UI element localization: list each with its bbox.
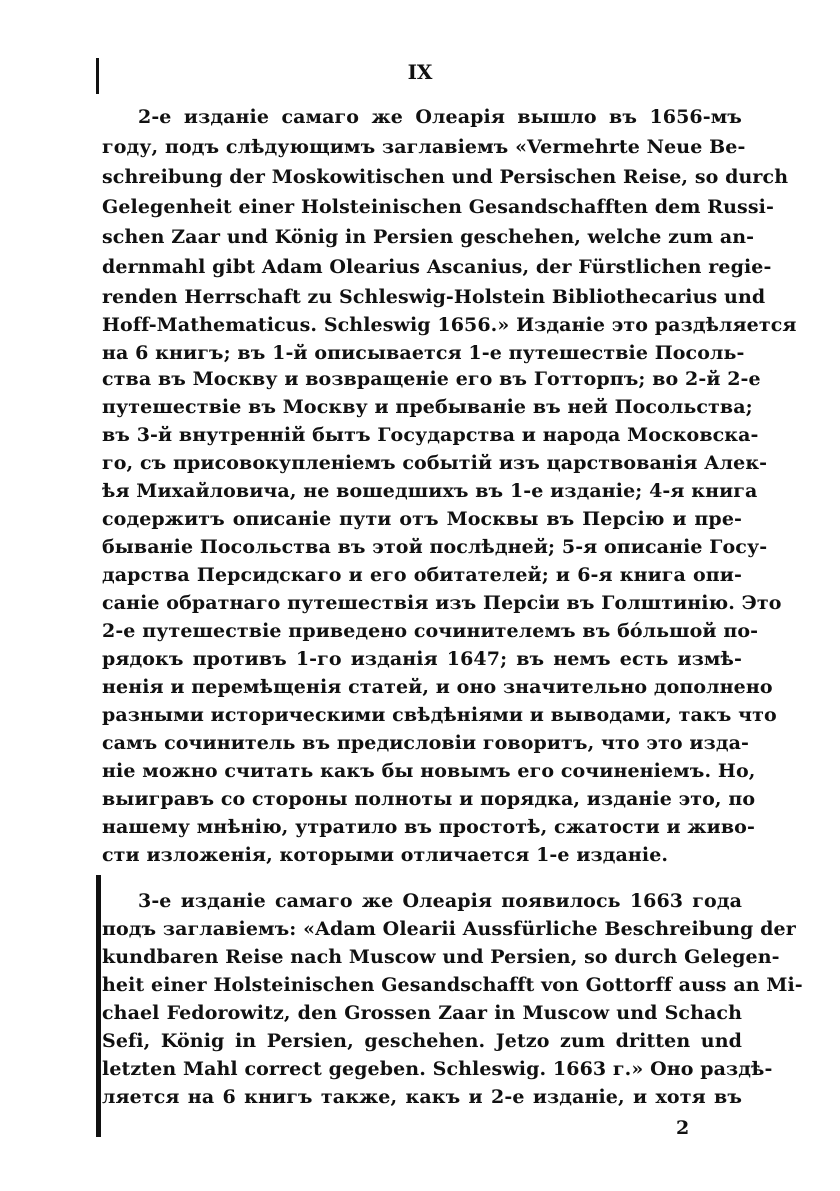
text-line: Hoff-Mathematicus. Schleswig 1656.» Изданіе это раздѣляется	[102, 314, 797, 336]
text-line: kundbaren Reise nach Muscow und Persien, so durch Gelegen-	[102, 946, 780, 968]
text-line: году, подъ слѣдующимъ заглавіемъ «Vermehrte Neue Be-	[102, 136, 746, 158]
text-line: ѣя Михайловича, не вошедшихъ въ 1-е изданіе; 4-я книга	[102, 480, 758, 502]
text-line: ства въ Москву и возвращеніе его въ Готторпъ; во 2-й 2-е	[102, 368, 761, 390]
text-line: ніе можно считать какъ бы новымъ его сочиненіемъ. Но,	[102, 760, 756, 782]
margin-bar-bottom	[96, 875, 101, 1137]
text-line: самъ сочинитель въ предисловіи говоритъ, что это изда-	[102, 732, 749, 754]
text-line: разными историческими свѣдѣніями и выводами, такъ что	[102, 704, 777, 726]
text-line: dernmahl gibt Adam Olearius Ascanius, der Fürstlichen regie-	[102, 256, 772, 278]
text-line: нашему мнѣнію, утратило въ простотѣ, сжатости и живо-	[102, 816, 755, 838]
text-line: подъ заглавіемъ: «Adam Olearii Aussfürliche Beschreibung der	[102, 918, 796, 940]
text-line: на 6 книгъ; въ 1-й описывается 1-е путешествіе Посоль-	[102, 342, 745, 364]
text-line: 2-е путешествіе приведено сочинителемъ въ бóльшой по-	[102, 620, 759, 642]
text-line: выигравъ со стороны полноты и порядка, изданіе это, по	[102, 788, 756, 810]
text-line: letzten Mahl correct gegeben. Schleswig. 1663 г.» Оно раздѣ-	[102, 1058, 773, 1080]
text-line: renden Herrschaft zu Schleswig-Holstein Bibliothecarius und	[102, 286, 766, 308]
text-line: chael Fedorowitz, den Grossen Zaar in Muscow und Schach	[102, 1002, 742, 1024]
text-line: schen Zaar und König in Persien geschehen, welche zum an-	[102, 226, 755, 248]
text-line: бываніе Посольства въ этой послѣдней; 5-я описаніе Госу-	[102, 536, 768, 558]
text-line: heit einer Holsteinischen Gesandschafft von Gottorff auss an Mi-	[102, 974, 803, 996]
text-line: Gelegenheit einer Holsteinischen Gesandschafften dem Russi-	[102, 196, 774, 218]
page-number: IX	[407, 60, 433, 84]
text-line: саніе обратнаго путешествія изъ Персіи въ Голштинію. Это	[102, 592, 782, 614]
text-line: 2-е изданіе самаго же Олеарія вышло въ 1656-мъ	[138, 106, 742, 128]
text-line: содержитъ описаніе пути отъ Москвы въ Персію и пре-	[102, 508, 742, 530]
text-line: путешествіе въ Москву и пребываніе въ ней Посольства;	[102, 396, 753, 418]
signature-mark: 2	[676, 1117, 690, 1139]
text-line: ляется на 6 книгъ также, какъ и 2-е изданіе, и хотя въ	[102, 1086, 742, 1108]
text-line: 3-е изданіе самаго же Олеарія появилось 1663 года	[138, 890, 742, 912]
text-line: рядокъ противъ 1-го изданія 1647; въ немъ есть измѣ-	[102, 648, 742, 670]
text-line: ненія и перемѣщенія статей, и оно значительно дополнено	[102, 676, 773, 698]
text-line: дарства Персидскаго и его обитателей; и 6-я книга опи-	[102, 564, 742, 586]
text-line: въ 3-й внутренній бытъ Государства и народа Московска-	[102, 424, 759, 446]
text-line: schreibung der Moskowitischen und Persischen Reise, so durch	[102, 166, 789, 188]
margin-bar-top	[96, 58, 99, 94]
text-line: го, съ присовокупленіемъ событій изъ царствованія Алек-	[102, 452, 768, 474]
text-line: Sefi, König in Persien, geschehen. Jetzo zum dritten und	[102, 1030, 742, 1052]
text-line: сти изложенія, которыми отличается 1-е изданіе.	[102, 844, 669, 866]
